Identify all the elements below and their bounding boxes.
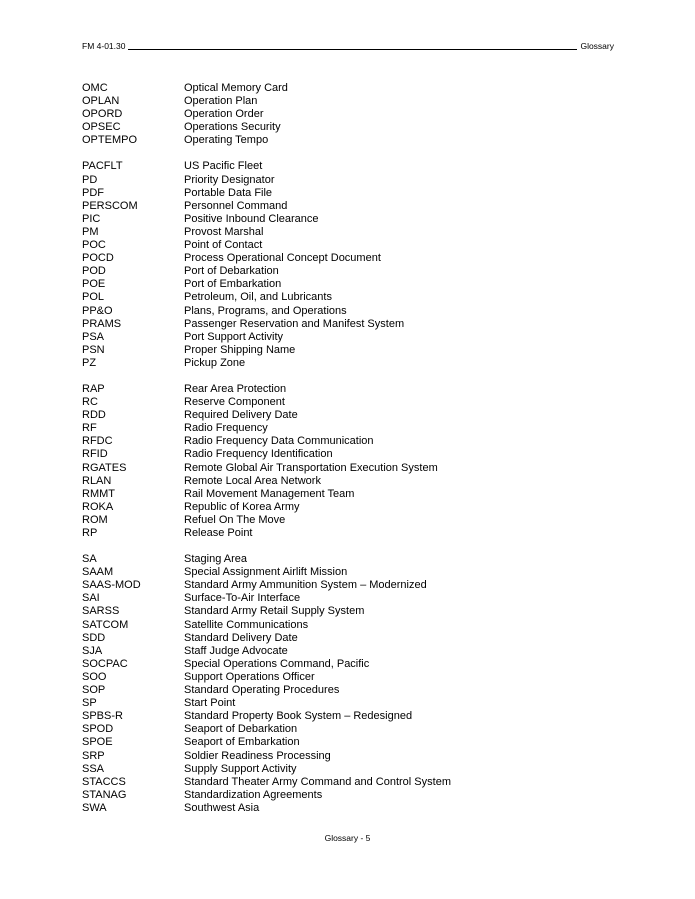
glossary-entry <box>82 239 562 252</box>
abbreviation: SP <box>82 697 97 710</box>
abbreviation: POE <box>82 278 106 291</box>
abbreviation: ROKA <box>82 500 114 513</box>
abbreviation: PERSCOM <box>82 199 138 212</box>
document-id: FM 4-01.30 <box>82 41 126 51</box>
glossary-group <box>82 82 562 147</box>
abbreviation: RAP <box>82 382 105 395</box>
definition: Pickup Zone <box>184 356 246 369</box>
definition: Refuel On The Move <box>184 513 286 526</box>
glossary-entry <box>82 671 562 684</box>
abbreviation: SJA <box>82 644 103 657</box>
glossary-entry <box>82 409 562 422</box>
abbreviation: POL <box>82 291 105 304</box>
glossary-entry <box>82 305 562 318</box>
definition: Rear Area Protection <box>184 382 287 395</box>
abbreviation: SPOE <box>82 736 113 749</box>
glossary-entry <box>82 82 562 95</box>
abbreviation: OPORD <box>82 108 123 121</box>
abbreviation: RC <box>82 396 98 409</box>
section-name: Glossary <box>580 41 614 51</box>
glossary-entry <box>82 684 562 697</box>
page-footer <box>0 832 695 844</box>
definition: Personnel Command <box>184 199 288 212</box>
glossary-entry <box>82 357 562 370</box>
definition: Special Operations Command, Pacific <box>184 657 370 670</box>
definition: Passenger Reservation and Manifest System <box>184 317 405 330</box>
glossary-group <box>82 383 562 540</box>
definition: Release Point <box>184 527 253 539</box>
abbreviation: RF <box>82 422 97 435</box>
definition: Standard Theater Army Command and Control System <box>184 775 451 788</box>
glossary-entry <box>82 579 562 592</box>
definition: Port Support Activity <box>184 330 284 343</box>
abbreviation: RMMT <box>82 487 115 500</box>
glossary-entry <box>82 95 562 108</box>
abbreviation: STANAG <box>82 788 127 801</box>
definition: Operating Tempo <box>184 134 269 147</box>
glossary-entry <box>82 514 562 527</box>
abbreviation: ROM <box>82 513 108 526</box>
glossary-entry <box>82 802 562 815</box>
definition: Optical Memory Card <box>184 82 288 94</box>
glossary-entry <box>82 697 562 710</box>
definition: Satellite Communications <box>184 618 309 631</box>
glossary-entry <box>82 750 562 763</box>
abbreviation: SAAS-MOD <box>82 579 141 592</box>
page-number: Glossary - 5 <box>324 833 371 843</box>
glossary-entry <box>82 318 562 331</box>
glossary-entry <box>82 174 562 187</box>
glossary-entry <box>82 187 562 200</box>
glossary-entry <box>82 632 562 645</box>
abbreviation: RLAN <box>82 474 112 487</box>
glossary-entry <box>82 645 562 658</box>
abbreviation: POCD <box>82 252 114 265</box>
definition: Surface-To-Air Interface <box>184 592 301 605</box>
definition: Staging Area <box>184 553 247 566</box>
definition: Radio Frequency Data Communication <box>184 435 374 448</box>
definition: Southwest Asia <box>184 801 260 814</box>
glossary-entry <box>82 566 562 579</box>
header-rule <box>128 40 577 50</box>
glossary-entry <box>82 213 562 226</box>
definition: Point of Contact <box>184 239 263 252</box>
abbreviation: SOP <box>82 684 106 697</box>
abbreviation: OPTEMPO <box>82 134 138 147</box>
glossary-entry <box>82 710 562 723</box>
glossary-entry <box>82 422 562 435</box>
abbreviation: STACCS <box>82 775 126 788</box>
abbreviation: PACFLT <box>82 160 123 173</box>
glossary-entry <box>82 736 562 749</box>
abbreviation: PD <box>82 173 98 186</box>
definition: Reserve Component <box>184 396 285 409</box>
definition: Supply Support Activity <box>184 762 297 775</box>
abbreviation: POD <box>82 265 106 278</box>
definition: US Pacific Fleet <box>184 160 263 173</box>
definition: Plans, Programs, and Operations <box>184 304 347 317</box>
glossary-entry <box>82 527 562 540</box>
abbreviation: SA <box>82 553 97 566</box>
glossary-entry <box>82 462 562 475</box>
glossary-entry <box>82 475 562 488</box>
page-header <box>82 40 614 52</box>
glossary-entry <box>82 435 562 448</box>
glossary-list <box>82 82 562 815</box>
glossary-entry <box>82 121 562 134</box>
abbreviation: PRAMS <box>82 317 122 330</box>
definition: Republic of Korea Army <box>184 500 300 513</box>
abbreviation: PZ <box>82 356 97 369</box>
definition: Start Point <box>184 697 236 710</box>
definition: Rail Movement Management Team <box>184 487 355 500</box>
definition: Remote Local Area Network <box>184 474 321 487</box>
glossary-entry <box>82 501 562 514</box>
abbreviation: SPBS-R <box>82 710 123 723</box>
glossary-entry <box>82 200 562 213</box>
abbreviation: SAAM <box>82 566 114 579</box>
definition: Standard Delivery Date <box>184 631 298 644</box>
abbreviation: SPOD <box>82 723 114 736</box>
definition: Remote Global Air Transportation Execution System <box>184 461 438 474</box>
glossary-entry <box>82 605 562 618</box>
abbreviation: PM <box>82 225 99 238</box>
glossary-entry <box>82 658 562 671</box>
abbreviation: PDF <box>82 186 104 199</box>
abbreviation: SARSS <box>82 605 120 618</box>
abbreviation: SATCOM <box>82 618 129 631</box>
abbreviation: RGATES <box>82 461 127 474</box>
abbreviation: PSA <box>82 330 105 343</box>
abbreviation: SSA <box>82 762 105 775</box>
definition: Standard Army Retail Supply System <box>184 605 365 618</box>
glossary-entry <box>82 488 562 501</box>
abbreviation: SOCPAC <box>82 657 128 670</box>
abbreviation: POC <box>82 239 106 252</box>
abbreviation: RFID <box>82 448 108 461</box>
glossary-group <box>82 553 562 815</box>
definition: Petroleum, Oil, and Lubricants <box>184 291 332 304</box>
glossary-entry <box>82 396 562 409</box>
definition: Radio Frequency <box>184 422 268 435</box>
abbreviation: SDD <box>82 631 106 644</box>
abbreviation: OPLAN <box>82 95 120 108</box>
glossary-entry <box>82 789 562 802</box>
glossary-entry <box>82 160 562 173</box>
definition: Support Operations Officer <box>184 670 315 683</box>
abbreviation: SWA <box>82 801 107 814</box>
definition: Seaport of Embarkation <box>184 736 300 749</box>
glossary-entry <box>82 134 562 147</box>
definition: Positive Inbound Clearance <box>184 212 319 225</box>
definition: Process Operational Concept Document <box>184 252 381 265</box>
definition: Portable Data File <box>184 186 273 199</box>
definition: Operations Security <box>184 121 281 134</box>
definition: Port of Debarkation <box>184 265 279 278</box>
abbreviation: RP <box>82 527 98 539</box>
glossary-entry <box>82 265 562 278</box>
glossary-group <box>82 160 562 370</box>
glossary-entry <box>82 252 562 265</box>
definition: Port of Embarkation <box>184 278 282 291</box>
definition: Required Delivery Date <box>184 409 298 422</box>
abbreviation: PIC <box>82 212 101 225</box>
glossary-entry <box>82 278 562 291</box>
definition: Staff Judge Advocate <box>184 644 288 657</box>
definition: Standardization Agreements <box>184 788 323 801</box>
abbreviation: OMC <box>82 82 108 94</box>
abbreviation: PP&O <box>82 304 113 317</box>
definition: Standard Operating Procedures <box>184 684 340 697</box>
abbreviation: RFDC <box>82 435 113 448</box>
abbreviation: PSN <box>82 343 105 356</box>
glossary-entry <box>82 226 562 239</box>
abbreviation: SRP <box>82 749 105 762</box>
glossary-entry <box>82 553 562 566</box>
glossary-entry <box>82 763 562 776</box>
glossary-entry <box>82 383 562 396</box>
glossary-entry <box>82 776 562 789</box>
abbreviation: OPSEC <box>82 121 121 134</box>
definition: Proper Shipping Name <box>184 343 296 356</box>
glossary-entry <box>82 344 562 357</box>
abbreviation: SOO <box>82 670 107 683</box>
definition: Special Assignment Airlift Mission <box>184 566 348 579</box>
definition: Seaport of Debarkation <box>184 723 298 736</box>
definition: Soldier Readiness Processing <box>184 749 331 762</box>
glossary-entry <box>82 592 562 605</box>
definition: Priority Designator <box>184 173 275 186</box>
definition: Operation Order <box>184 108 264 121</box>
glossary-entry <box>82 291 562 304</box>
definition: Radio Frequency Identification <box>184 448 333 461</box>
glossary-entry <box>82 331 562 344</box>
glossary-entry <box>82 619 562 632</box>
abbreviation: SAI <box>82 592 100 605</box>
glossary-entry <box>82 108 562 121</box>
glossary-entry <box>82 723 562 736</box>
abbreviation: RDD <box>82 409 106 422</box>
definition: Standard Army Ammunition System – Modernized <box>184 579 427 592</box>
definition: Standard Property Book System – Redesigned <box>184 710 413 723</box>
definition: Operation Plan <box>184 95 258 108</box>
glossary-entry <box>82 448 562 461</box>
definition: Provost Marshal <box>184 225 264 238</box>
